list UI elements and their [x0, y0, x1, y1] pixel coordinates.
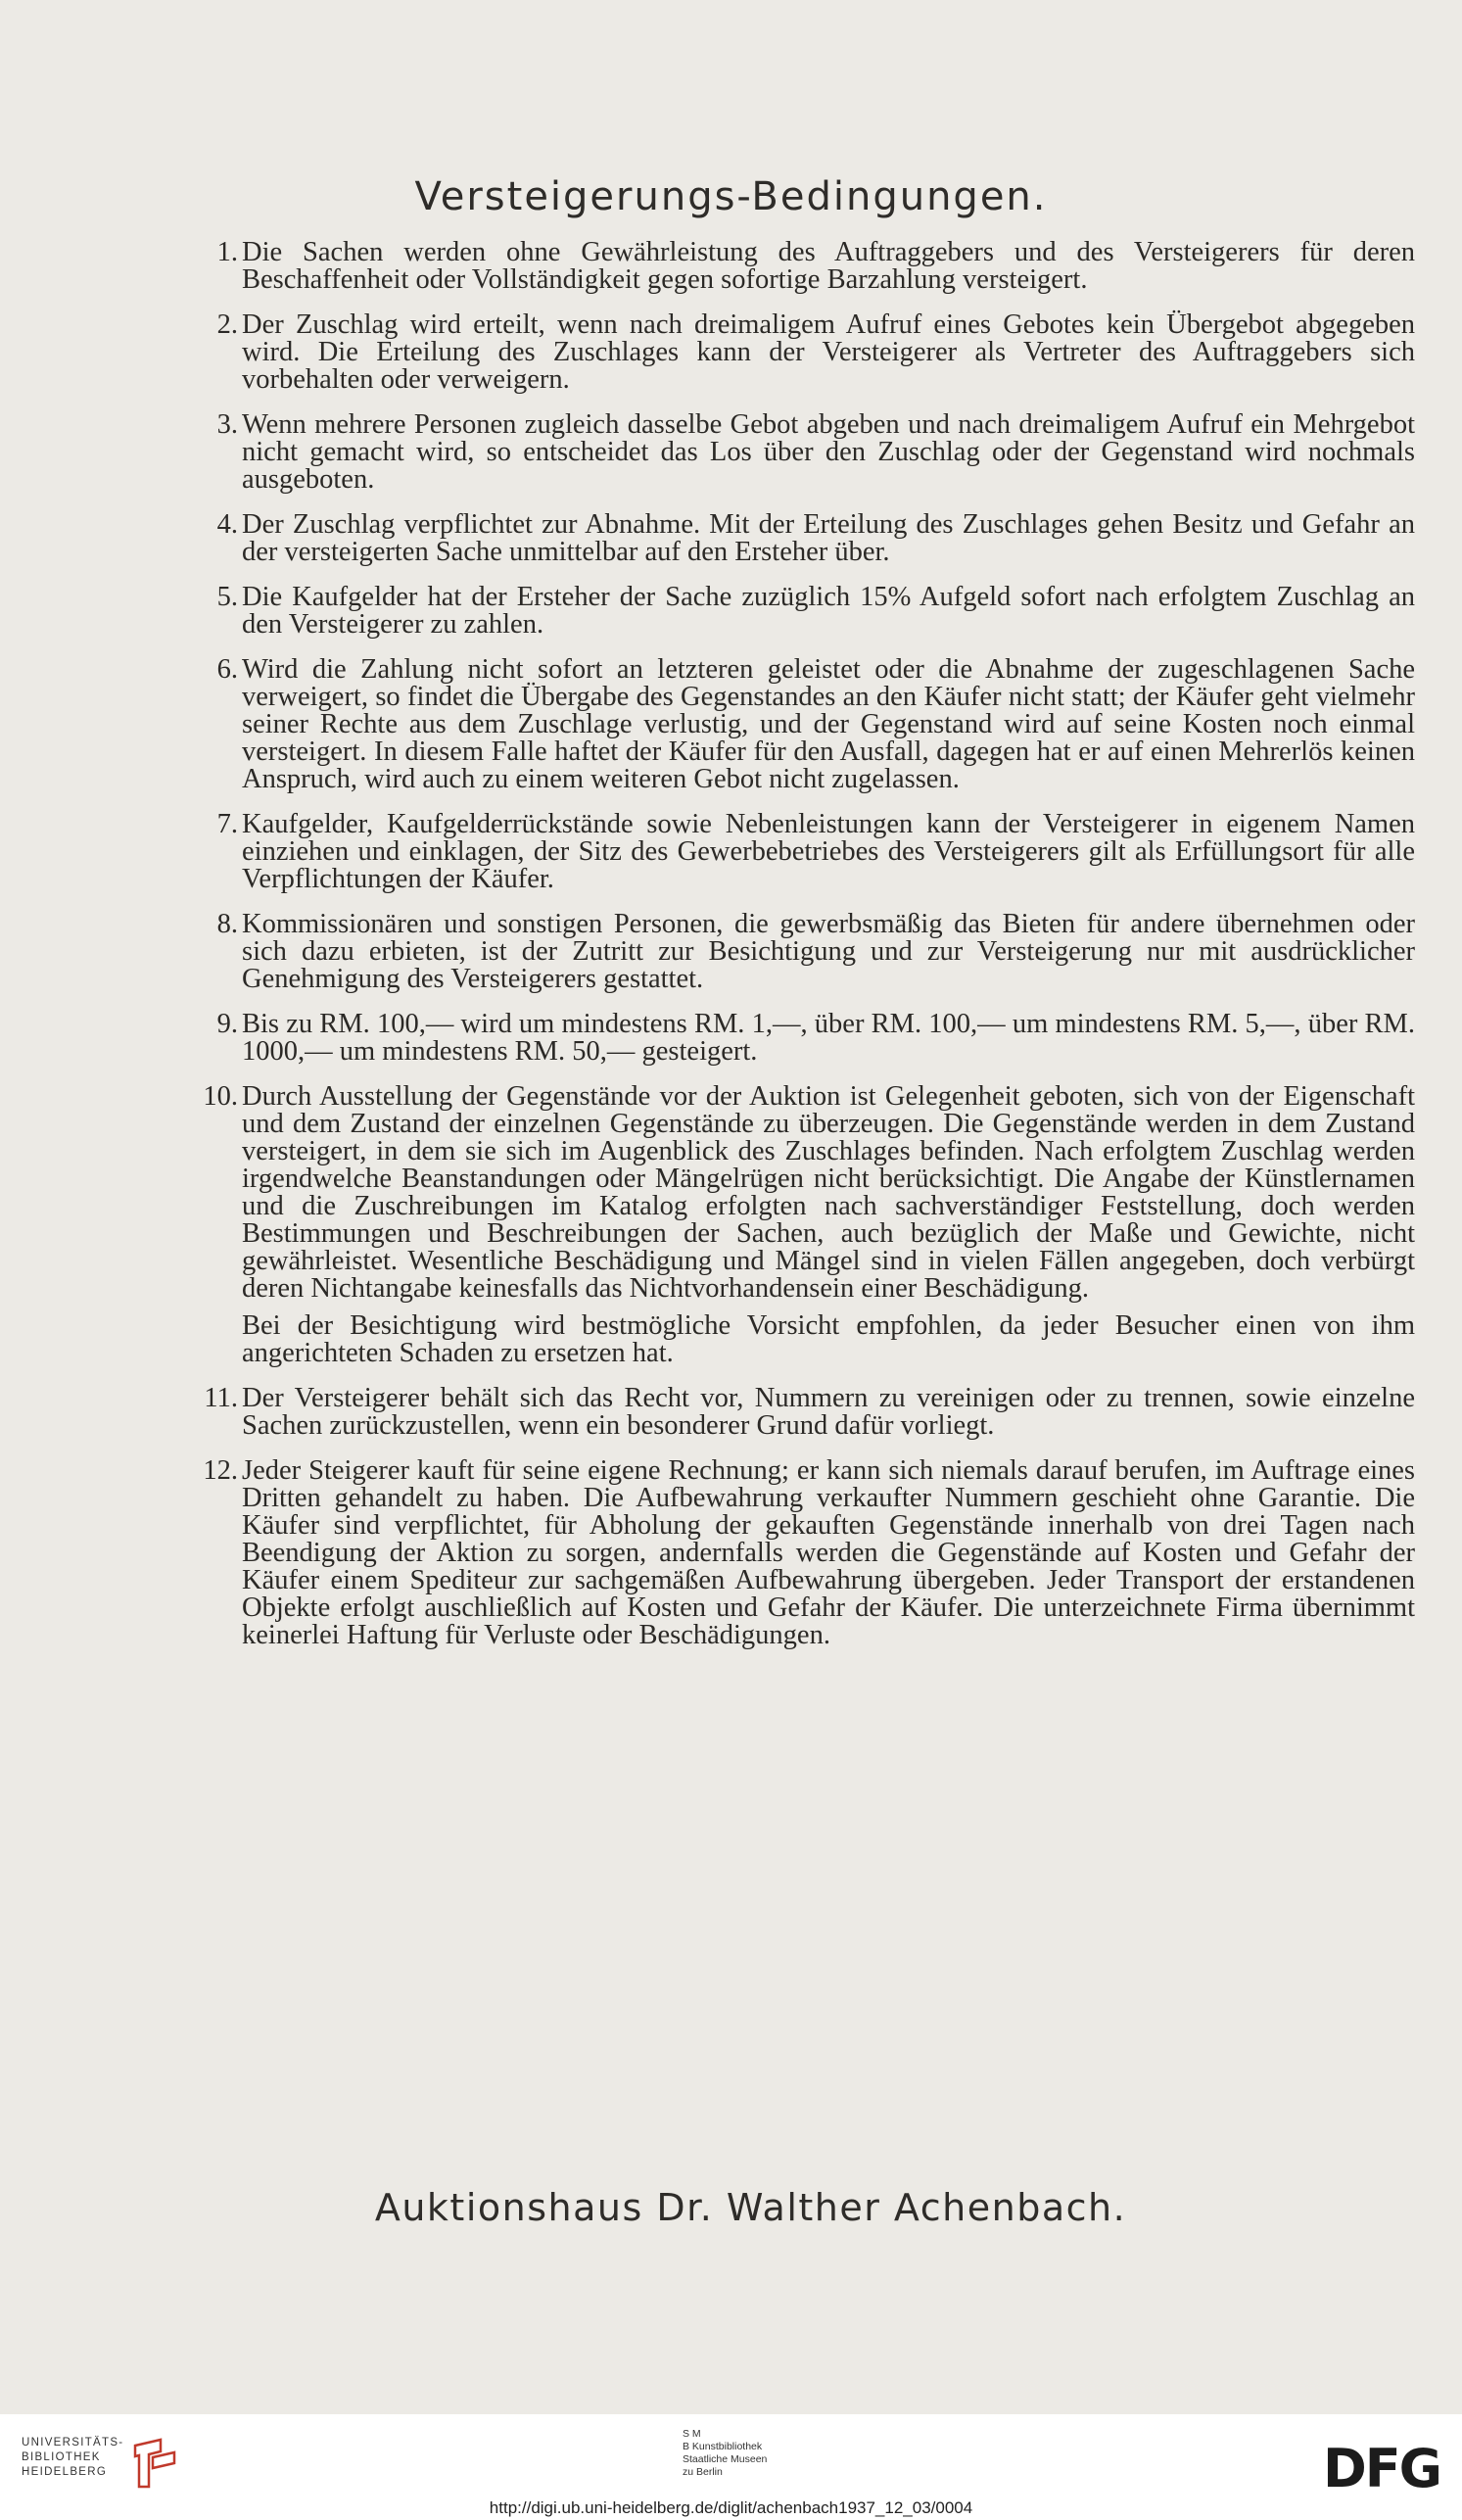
- term-text: Wenn mehrere Personen zugleich dasselbe Gebot abgeben und nach dreimaligem Aufruf ein Mehrgebot nicht gemacht wird, so entscheidet das Los über den Zuschlag oder der Gegenstand wird nochmals ausgeboten.: [242, 409, 1415, 495]
- uni-line: BIBLIOTHEK: [22, 2451, 101, 2463]
- term-3: [191, 411, 1415, 494]
- university-library-logo[interactable]: [22, 2436, 123, 2480]
- term-number: 8.: [216, 909, 238, 939]
- smb-line: Staatliche Museen: [683, 2453, 768, 2465]
- term-text: Die Kaufgelder hat der Ersteher der Sache zuzüglich 15% Aufgeld sofort nach erfolgtem Zuschlag an den Versteigerer zu zahlen.: [242, 582, 1415, 640]
- term-number: 2.: [216, 309, 238, 340]
- uni-mark-icon: [131, 2436, 178, 2491]
- term-8: [191, 911, 1415, 993]
- uni-line: HEIDELBERG: [22, 2466, 108, 2478]
- term-text: Wird die Zahlung nicht sofort an letzteren geleistet oder die Abnahme der zugeschlagenen Sache verweigert, so findet die Übergabe des Gegenstandes an den Käufer nicht statt; der Käufer geht vielmehr seiner Rechte aus dem Zuschlage verlustig, und der Gegenstand wird auf seine Kosten noch einmal versteigert. In diesem Falle haftet der Käufer für den Ausfall, dagegen hat er auf einen Mehrerlös keinen Anspruch, wird auch zu einem weiteren Gebot nicht zugelassen.: [242, 654, 1415, 794]
- smb-line: S M: [683, 2428, 701, 2440]
- term-text: Der Zuschlag wird erteilt, wenn nach dreimaligem Aufruf eines Gebotes kein Übergebot abgegeben wird. Die Erteilung des Zuschlages kann der Versteigerer als Vertreter des Auftraggebers sich vorbehalten oder verweigern.: [242, 309, 1415, 395]
- term-11: [191, 1385, 1415, 1440]
- signature: Auktionshaus Dr. Walther Achenbach.: [374, 2186, 1127, 2229]
- term-text: Durch Ausstellung der Gegenstände vor der Auktion ist Gelegenheit geboten, sich von der Eigenschaft und dem Zustand der einzelnen Gegenstände zu überzeugen. Die Gegenstände werden in dem Zustand versteigert, in dem sie sich im Augenblick des Zuschlages befinden. Nach erfolgtem Zuschlag werden irgendwelche Beanstandungen oder Mängelrügen nicht berücksichtigt. Die Angabe der Künstlernamen und die Zuschreibungen im Katalog erfolgten nach sachverständiger Feststellung, doch werden Bestimmungen und Beschreibungen der Sachen, auch bezüglich der Maße und Gewichte, nicht gewährleistet. Wesentliche Beschädigung und Mängel sind in vielen Fällen angegeben, doch verbürgt deren Nichtangabe keinesfalls das Nichtvorhandensein einer Beschädigung.: [242, 1081, 1415, 1304]
- uni-line: UNIVERSITÄTS-: [22, 2437, 124, 2449]
- term-number: 12.: [203, 1455, 238, 1486]
- term-number: 5.: [216, 582, 238, 612]
- term-number: 10.: [203, 1081, 238, 1112]
- uni-logo-text: [22, 2436, 123, 2480]
- term-number: 3.: [216, 409, 238, 440]
- term-text: Kommissionären und sonstigen Personen, die gewerbsmäßig das Bieten für andere übernehmen oder sich dazu erbieten, ist der Zutritt zur Besichtigung und zur Versteigerung nur mit ausdrücklicher Genehmigung des Versteigerers gestattet.: [242, 909, 1415, 994]
- footer-bar: [0, 2414, 1462, 2520]
- term-text: Kaufgelder, Kaufgelderrückstände sowie Nebenleistungen kann der Versteigerer in eigenem Namen einziehen und einklagen, der Sitz des Gewerbebetriebes des Versteigerers gilt als Erfüllungsort für alle Verpflichtungen der Käufer.: [242, 809, 1415, 894]
- term-text: Die Sachen werden ohne Gewährleistung des Auftraggebers und des Versteigerers für deren Beschaffenheit oder Vollständigkeit gegen sofortige Barzahlung versteigert.: [242, 237, 1415, 295]
- term-text: Bis zu RM. 100,— wird um mindestens RM. 1,—, über RM. 100,— um mindestens RM. 5,—, über RM. 1000,— um mindestens RM. 50,— gesteigert.: [242, 1009, 1415, 1067]
- term-5: [191, 584, 1415, 639]
- term-9: [191, 1011, 1415, 1066]
- term-1: [191, 239, 1415, 294]
- term-number: 4.: [216, 509, 238, 540]
- source-url[interactable]: http://digi.ub.uni-heidelberg.de/diglit/achenbach1937_12_03/0004: [489, 2498, 973, 2517]
- dfg-logo[interactable]: DFG: [1322, 2438, 1440, 2499]
- term-text: Jeder Steigerer kauft für seine eigene Rechnung; er kann sich niemals darauf berufen, im Auftrage eines Dritten gehandelt zu haben. Die Aufbewahrung verkaufter Nummern geschieht ohne Garantie. Die Käufer sind verpflichtet, für Abholung der gekauften Gegenstände innerhalb von drei Tagen nach Beendigung der Aktion zu sorgen, andernfalls werden die Gegenstände auf Kosten und Gefahr der Käufer einem Spediteur zur sachgemäßen Aufbewahrung übergeben. Jeder Transport der erstandenen Objekte erfolgt auschließlich auf Kosten und Gefahr der Käufer. Die unterzeichnete Firma übernimmt keinerlei Haftung für Verluste oder Beschädigungen.: [242, 1455, 1415, 1650]
- term-7: [191, 811, 1415, 893]
- term-text: Der Zuschlag verpflichtet zur Abnahme. Mit der Erteilung des Zuschlages gehen Besitz und Gefahr an der versteigerten Sache unmittelbar auf den Ersteher über.: [242, 509, 1415, 567]
- term-12: [191, 1457, 1415, 1649]
- term-4: [191, 511, 1415, 566]
- smb-line: B Kunstbibliothek: [683, 2441, 763, 2452]
- term-number: 9.: [216, 1009, 238, 1039]
- term-text: Der Versteigerer behält sich das Recht vor, Nummern zu vereinigen oder zu trennen, sowie einzelne Sachen zurückzustellen, wenn ein besonderer Grund dafür vorliegt.: [242, 1383, 1415, 1441]
- terms-list: [191, 239, 1415, 1667]
- page-title: Versteigerungs-Bedingungen.: [414, 174, 1048, 219]
- smb-logo[interactable]: [683, 2428, 767, 2479]
- smb-line: zu Berlin: [683, 2466, 723, 2478]
- term-text-extra: Bei der Besichtigung wird bestmögliche Vorsicht empfohlen, da jeder Besucher einen von ihm angerichteten Schaden zu ersetzen hat.: [242, 1310, 1415, 1368]
- term-6: [191, 656, 1415, 793]
- term-number: 6.: [216, 654, 238, 685]
- term-10: [191, 1083, 1415, 1367]
- term-number: 1.: [216, 237, 238, 267]
- term-number: 7.: [216, 809, 238, 839]
- term-2: [191, 311, 1415, 394]
- term-number: 11.: [204, 1383, 238, 1413]
